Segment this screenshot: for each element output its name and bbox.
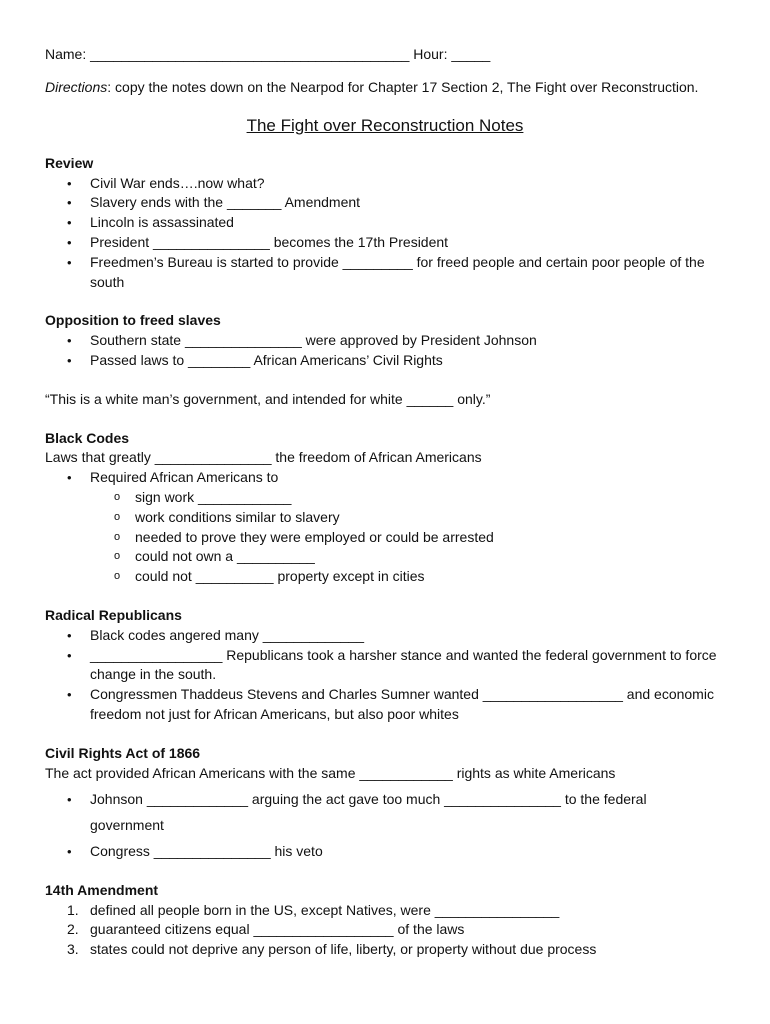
list-item-label: Required African Americans to: [90, 469, 279, 486]
numbered-item: [45, 920, 725, 940]
sub-list-item: o needed to prove they were employed or could be arrested: [45, 528, 725, 548]
black-codes-intro: Laws that greatly _______________ the freedom of African Americans: [45, 449, 482, 466]
list-item: • _________________ Republicans took a harsher stance and wanted the federal government to force change in the south.: [45, 646, 725, 686]
directions: [45, 78, 725, 98]
list-item: • Congressmen Thaddeus Stevens and Charles Sumner wanted __________________ and economic freedom not just for African Americans, but also poor whites: [45, 685, 725, 725]
list-item: • Freedmen’s Bureau is started to provide _________ for freed people and certain poor people of the south: [45, 253, 725, 293]
list-item-line: Johnson _____________ arguing the act gave too much _______________ to the federal: [90, 791, 647, 808]
opposition-list: [45, 331, 725, 371]
list-item: • Passed laws to ________ African Americans’ Civil Rights: [45, 351, 725, 371]
list-item-line: government: [90, 817, 164, 834]
list-item: • Slavery ends with the _______ Amendment: [45, 193, 725, 213]
directions-text: : copy the notes down on the Nearpod for Chapter 17 Section 2, The Fight over Reconstruction.: [107, 79, 699, 95]
section-heading-opposition: Opposition to freed slaves: [45, 312, 221, 329]
section-black-codes: [45, 429, 725, 587]
item-text: defined all people born in the US, except Natives, were ________________: [90, 901, 560, 918]
quote: “This is a white man’s government, and intended for white ______ only.”: [45, 390, 491, 407]
section-heading-civil-rights-act: Civil Rights Act of 1866: [45, 744, 201, 761]
section-civil-rights-act: [45, 744, 725, 862]
black-codes-list: [45, 468, 725, 488]
section-opposition: [45, 311, 725, 370]
item-number: 3.: [67, 941, 79, 958]
item-text: guaranteed citizens equal __________________ of the laws: [90, 921, 465, 938]
civil-rights-intro: The act provided African Americans with the same ____________ rights as white Americans: [45, 764, 616, 781]
list-item: [45, 468, 725, 488]
section-heading-14th-amendment: 14th Amendment: [45, 881, 159, 898]
directions-label: Directions: [45, 79, 108, 95]
numbered-item: [45, 940, 725, 960]
numbered-item: [45, 901, 725, 921]
section-review: [45, 154, 725, 293]
sub-list-item: o could not __________ property except in cities: [45, 567, 725, 587]
sub-list-item: o could not own a __________: [45, 547, 725, 567]
list-item: • President _______________ becomes the 17th President: [45, 233, 725, 253]
list-item: • Civil War ends….now what?: [45, 174, 725, 194]
sub-list-item: o work conditions similar to slavery: [45, 508, 725, 528]
name-hour-line: Name: _________________________________________ Hour: _____: [45, 46, 491, 62]
section-14th-amendment: [45, 881, 725, 960]
section-radical-republicans: [45, 606, 725, 725]
worksheet-content: [45, 45, 725, 960]
black-codes-sublist: [45, 488, 725, 587]
review-list: [45, 174, 725, 293]
item-number: 2.: [67, 921, 79, 938]
civil-rights-list: [45, 790, 725, 861]
radical-list: [45, 626, 725, 725]
list-item: • Southern state _______________ were approved by President Johnson: [45, 331, 725, 351]
list-item: • Black codes angered many _____________: [45, 626, 725, 646]
section-heading-review: Review: [45, 154, 94, 171]
list-item: [45, 790, 725, 836]
section-heading-radical-republicans: Radical Republicans: [45, 606, 182, 623]
page-title: The Fight over Reconstruction Notes: [246, 115, 524, 135]
list-item: • Lincoln is assassinated: [45, 213, 725, 233]
sub-list-item: o sign work ____________: [45, 488, 725, 508]
list-item: • Congress _______________ his veto: [45, 842, 725, 862]
item-text: states could not deprive any person of life, liberty, or property without due process: [90, 941, 597, 958]
amendment-list: [45, 901, 725, 960]
item-number: 1.: [67, 901, 79, 918]
section-heading-black-codes: Black Codes: [45, 429, 130, 446]
